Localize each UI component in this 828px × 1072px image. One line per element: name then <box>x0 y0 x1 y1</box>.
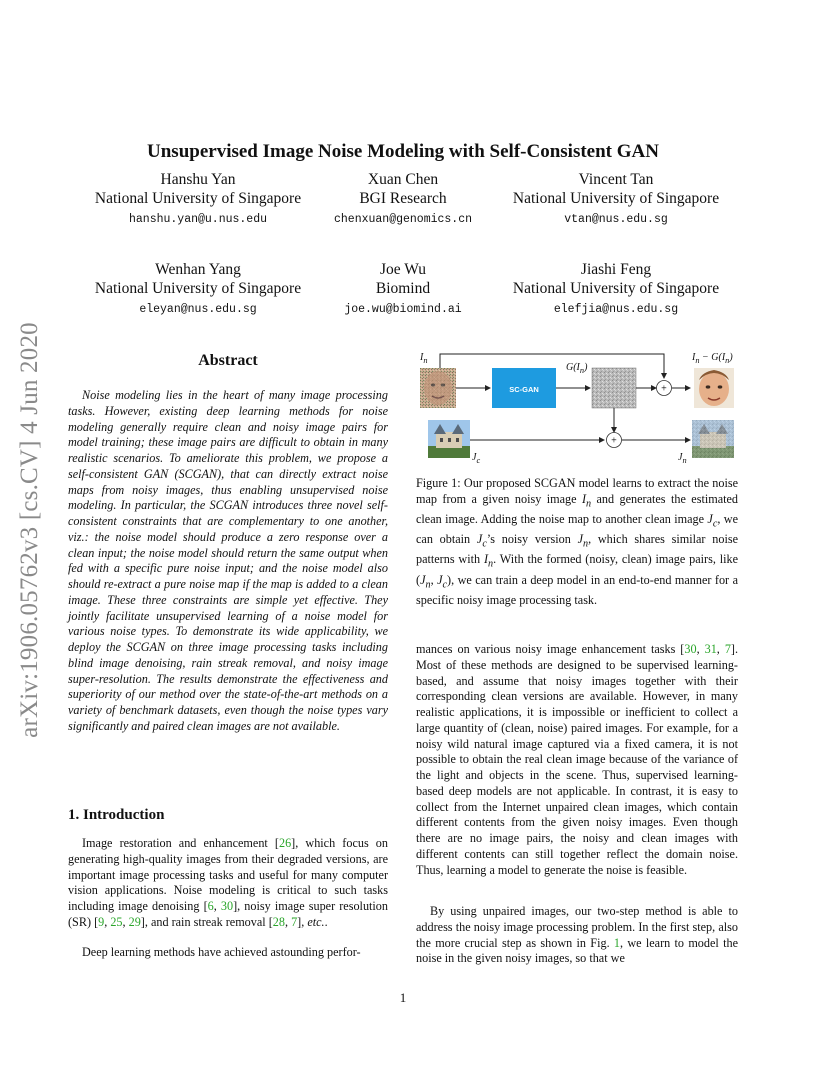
noisy-face-image <box>420 368 456 408</box>
author-block <box>496 260 736 319</box>
label-noise-map: $G(I_n)$ <box>566 362 588 375</box>
author-name: Xuan Chen <box>367 171 439 188</box>
citation-link[interactable]: 9 <box>98 914 105 929</box>
clean-face-image <box>694 368 734 408</box>
plus-label: + <box>661 383 667 395</box>
citation-link[interactable]: 7 <box>724 642 731 656</box>
author-email: joe.wu@biomind.ai <box>344 303 462 316</box>
author-name: Wenhan Yang <box>155 261 241 278</box>
author-email: eleyan@nus.edu.sg <box>139 303 257 316</box>
section-heading: 1. Introduction <box>68 807 165 823</box>
author-affiliation: National University of Singapore <box>512 280 720 297</box>
author-affiliation: National University of Singapore <box>512 190 720 207</box>
author-affiliation: Biomind <box>375 280 431 297</box>
author-block <box>78 170 318 229</box>
paper-title: Unsupervised Image Noise Modeling with Self-Consistent GAN <box>147 141 659 162</box>
noisy-castle-image <box>692 420 734 458</box>
label-clean-image: $J_c$ <box>472 452 481 465</box>
label-input: $I_n$ <box>420 352 428 365</box>
body-paragraph: By using unpaired images, our two-step method is able to address the noisy image processing problem. In the first step, also the more crucial step as shown in Fig. 1, we learn to model the noise in the given noisy images, so that we <box>416 904 738 966</box>
author-block <box>78 260 318 319</box>
figure-caption: Figure 1: Our proposed SCGAN model learns to extract the noise map from a given noisy image $I_n$ and generates the estimated clean image. Adding the noise map to another clean image $J_c$, we can obtain $J_c’s$ noisy version $J_n$, which shares similar noise patterns with $I_n$. With the formed (noisy, clean) image pairs, like ($J_n$, $J_c$), we can train a deep model in an end-to-end manner for a specific noisy image processing task. <box>416 476 739 607</box>
label-noisy-image: $J_n$ <box>678 452 687 465</box>
author-block <box>303 170 503 229</box>
author-affiliation: BGI Research <box>359 190 447 207</box>
author-affiliation: National University of Singapore <box>94 280 302 297</box>
author-affiliation: National University of Singapore <box>94 190 302 207</box>
author-name: Jiashi Feng <box>580 261 652 278</box>
arxiv-id: arXiv:1906.05762v3 [cs.CV] 4 Jun 2020 <box>16 322 43 738</box>
page-number: 1 <box>399 990 407 1005</box>
author-name: Joe Wu <box>379 261 426 278</box>
citation-link[interactable]: 30 <box>220 899 234 913</box>
citation-link[interactable]: 7 <box>291 914 298 929</box>
arxiv-stamp <box>10 290 50 770</box>
citation-link[interactable]: 6 <box>207 899 214 913</box>
citation-link[interactable]: 30 <box>684 642 697 656</box>
figure-link[interactable]: 1 <box>613 935 621 950</box>
abstract-text: Noise modeling lies in the heart of many image processing tasks. However, existing deep learning methods for noise modeling generally require clean and noisy image pairs for model training; these image pairs are difficult to obtain in many realistic scenarios. To ameliorate this problem, we propose a self-consistent GAN (SCGAN), that can directly extract noise maps from noisy images, thus enabling unsupervised noise modeling. In particular, the SCGAN introduces three novel self-consistent constraints that are complementary to one another, viz.: the noise model should produce a zero response over a clean input; the noise model should return the same output when fed with a specific pure noise input; and the noise model also should re-extract a pure noise map if the map is added to a clean image. These three constraints are simple yet effective. They jointly facilitate unsupervised learning of a noise model for various noise types. To demonstrate its wide applicability, we deploy the SCGAN on three image processing tasks including blind image denoising, rain streak removal, and noisy image super-resolution. The results demonstrate the effectiveness and superiority of our method over the state-of-the-art methods on a variety of benchmark datasets, even though the noise types vary significantly and paired clean images are not available. <box>68 388 388 733</box>
noise-map-image <box>592 368 636 408</box>
author-name: Vincent Tan <box>578 171 654 188</box>
plus-label: + <box>611 435 617 447</box>
author-email: vtan@nus.edu.sg <box>564 213 668 226</box>
citation-link[interactable]: 26 <box>278 836 292 850</box>
intro-paragraph: Deep learning methods have achieved astounding perfor- <box>82 945 361 959</box>
citation-link[interactable]: 29 <box>128 914 141 929</box>
author-email: hanshu.yan@u.nus.edu <box>128 213 268 226</box>
intro-paragraph: Image restoration and enhancement [26], which focus on generating high-quality images from their degraded versions, are important image processing tasks and useful for many computer vision applications. Noise modeling is critical to such tasks including image denoising [6, 30], noisy image super resolution (SR) [9, 25, 29], and rain streak removal [28, 7], etc.. <box>68 836 388 929</box>
author-email: chenxuan@genomics.cn <box>333 213 473 226</box>
citation-link[interactable]: 28 <box>272 914 285 929</box>
citation-link[interactable]: 31 <box>704 642 717 656</box>
scgan-label: SC-GAN <box>509 385 539 394</box>
author-block <box>496 170 736 229</box>
citation-link[interactable]: 25 <box>110 914 123 929</box>
clean-castle-image <box>428 420 470 458</box>
abstract-heading: Abstract <box>198 352 258 369</box>
label-clean-output: $I_n - G(I_n)$ <box>692 352 733 365</box>
author-name: Hanshu Yan <box>160 171 236 188</box>
author-block <box>303 260 503 319</box>
author-email: elefjia@nus.edu.sg <box>553 303 679 316</box>
figure-1 <box>416 348 742 470</box>
body-paragraph: mances on various noisy image enhancement tasks [30, 31, 7]. Most of these methods are designed to be supervised learning-based, and assume that noisy images together with their corresponding clean versions are available. However, in many realistic applications, it is impossible or inefficient to collect a large quantity of (clean, noise) paired images. For example, for a noisy wild natural image captured via a fixed camera, it is not possible to obtain the real clean image because of the variance of the light and objects in the scene. Thus, supervised learning-based deep models are not applicable. In contrast, it is easy to collect from the Internet unpaired clean images, which contain different contents from the given noisy images. Even though there are no image pairs, the noisy and clean images with different contents can still together reflect the domain noise. Thus, learning a model to generate the noise is feasible. <box>416 642 739 877</box>
